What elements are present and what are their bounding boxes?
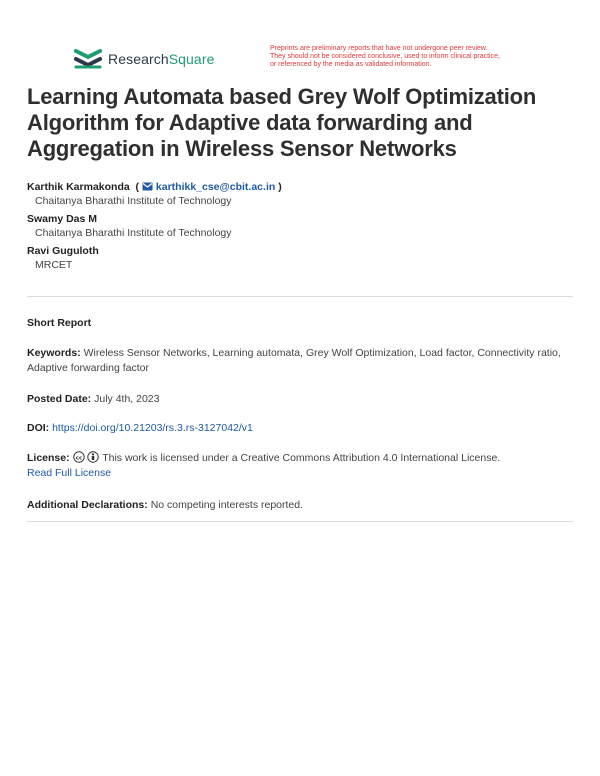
author-affiliation: Chaitanya Bharathi Institute of Technology <box>35 195 232 207</box>
declarations-section <box>27 498 577 513</box>
keywords-label: Keywords: <box>27 347 81 359</box>
logo-word-research: Research <box>108 51 169 67</box>
author-list <box>27 180 577 276</box>
license-section <box>27 451 577 481</box>
cc-by-icon <box>87 451 99 463</box>
preprint-disclaimer <box>270 45 570 69</box>
keywords-section <box>27 346 577 376</box>
read-full-license-link[interactable]: Read Full License <box>27 467 112 479</box>
author-email-link[interactable]: karthikk_cse@cbit.ac.in <box>155 181 276 193</box>
section-divider <box>27 521 573 522</box>
posted-date-label: Posted Date: <box>27 393 92 405</box>
author-email-wrapper: ( karthikk_cse@cbit.ac.in ) <box>132 181 282 193</box>
research-square-logo-icon <box>74 48 102 70</box>
svg-text:cc: cc <box>75 455 82 462</box>
cc-icon <box>73 451 85 463</box>
envelope-icon <box>142 182 153 191</box>
license-label: License: <box>27 452 70 464</box>
logo-word-square: Square <box>168 51 215 67</box>
declarations-text: No competing interests reported. <box>150 499 304 511</box>
disclaimer-line: Preprints are preliminary reports that have not undergone peer review. <box>270 45 488 52</box>
research-square-logo[interactable] <box>74 48 214 70</box>
author-name <box>27 180 577 194</box>
logo-wordmark <box>108 51 214 67</box>
disclaimer-line: or referenced by the media as validated information. <box>270 61 432 68</box>
page-header <box>0 0 600 80</box>
author-affiliation: Chaitanya Bharathi Institute of Technology <box>35 227 232 239</box>
keywords-text: Wireless Sensor Networks, Learning automata, Grey Wolf Optimization, Load factor, Connectivity ratio, Adaptive forwarding factor <box>27 347 561 374</box>
declarations-label: Additional Declarations: <box>27 499 148 511</box>
paper-title: Learning Automata based Grey Wolf Optimization Algorithm for Adaptive data forwarding and Aggregation in Wireless Sensor Networks <box>27 84 537 161</box>
author-name: Swamy Das M <box>27 213 98 225</box>
doi-label: DOI: <box>27 422 50 434</box>
author-affiliation: MRCET <box>35 259 73 271</box>
article-type-label: Short Report <box>27 317 92 329</box>
author-name-text: Karthik Karmakonda <box>27 181 130 193</box>
posted-date-value: July 4th, 2023 <box>94 393 160 405</box>
doi-link[interactable]: https://doi.org/10.21203/rs.3.rs-3127042/v1 <box>52 422 253 434</box>
disclaimer-line: They should not be considered conclusive, used to inform clinical practice, <box>270 53 500 60</box>
section-divider <box>27 296 573 297</box>
author-name: Ravi Guguloth <box>27 245 99 257</box>
license-text: This work is licensed under a Creative Commons Attribution 4.0 International License. <box>102 452 501 464</box>
posted-date-section <box>27 392 577 407</box>
article-type <box>27 316 577 331</box>
doi-section <box>27 421 577 436</box>
